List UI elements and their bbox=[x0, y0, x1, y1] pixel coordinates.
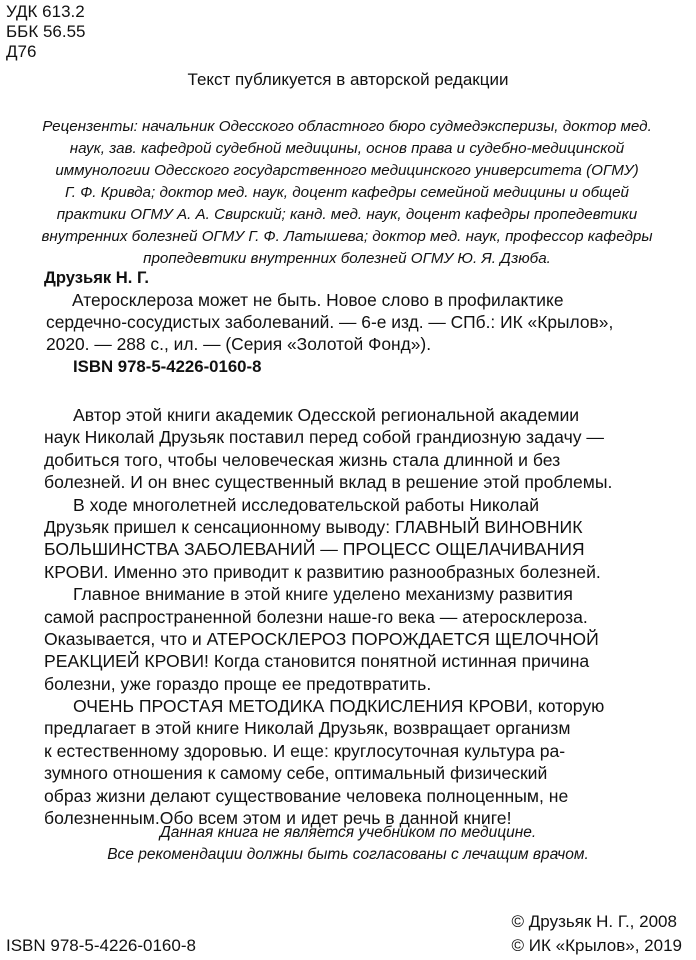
reviewers-line: наук, зав. кафедрой судебной медицины, основ права и судебно-медицинской bbox=[69, 140, 625, 157]
reviewers-line: пропедевтики внутренних болезней ОГМУ Ю. Я. Дзюба. bbox=[143, 250, 551, 267]
author-mark: Д76 bbox=[6, 42, 37, 61]
annotation-line: ОЧЕНЬ ПРОСТАЯ МЕТОДИКА ПОДКИСЛЕНИЯ КРОВИ, которую bbox=[73, 696, 605, 717]
annotation-line: к естественному здоровью. И еще: круглосуточная культура ра- bbox=[44, 740, 566, 761]
annotation-line: В ходе многолетней исследовательской работы Николай bbox=[73, 494, 540, 515]
annotation-line: добиться того, чтобы человеческая жизнь стала длинной и без bbox=[44, 449, 561, 470]
disclaimer-line: Все рекомендации должны быть согласованы с лечащим врачом. bbox=[107, 846, 589, 863]
annotation-line: РЕАКЦИЕЙ КРОВИ! Когда становится понятной истинная причина bbox=[44, 651, 590, 672]
reviewers-block bbox=[4, 116, 690, 270]
reviewers-line: Г. Ф. Кривда; доктор мед. наук, доцент кафедры семейной медицины и общей bbox=[65, 184, 629, 201]
bbk-code: ББК 56.55 bbox=[6, 22, 86, 41]
annotation-line: образ жизни делают существование человека полноценным, не bbox=[44, 785, 569, 806]
bibliography-line: 2020. — 288 с., ил. — (Серия «Золотой Фонд»). bbox=[46, 334, 432, 354]
bibliography-line: Атеросклероза может не быть. Новое слово в профилактике bbox=[72, 290, 564, 310]
editorial-note: Текст публикуется в авторской редакции bbox=[187, 70, 509, 89]
annotation-line: БОЛЬШИНСТВА ЗАБОЛЕВАНИЙ — ПРОЦЕСС ОЩЕЛАЧИВАНИЯ bbox=[44, 539, 585, 560]
classification-codes bbox=[6, 2, 85, 62]
annotation-line: Главное внимание в этой книге уделено механизму развития bbox=[73, 584, 573, 605]
annotation-line: КРОВИ. Именно это приводит к развитию разнообразных болезней. bbox=[44, 561, 601, 582]
annotation-line: болезней. И он внес существенный вклад в решение этой проблемы. bbox=[44, 472, 613, 493]
annotation-line: Автор этой книги академик Одесской региональной академии bbox=[73, 405, 580, 425]
udk-code: УДК 613.2 bbox=[6, 2, 85, 21]
disclaimer-line: Данная книга не является учебником по медицине. bbox=[159, 824, 537, 841]
reviewers-line: практики ОГМУ А. А. Свирский; канд. мед. наук, доцент кафедры пропедевтики bbox=[56, 206, 638, 223]
annotation-line: предлагает в этой книге Николай Друзьяк, возвращает организм bbox=[44, 718, 571, 739]
copyright-publisher: © ИК «Крылов», 2019 bbox=[511, 936, 682, 955]
annotation-line: зумного отношения к самому себе, оптимальный физический bbox=[44, 763, 548, 784]
isbn-main: ISBN 978-5-4226-0160-8 bbox=[73, 357, 262, 376]
reviewers-line: иммунологии Одесского государственного медицинского университета (ОГМУ) bbox=[55, 162, 639, 179]
annotation-line: наук Николай Друзьяк поставил перед собой грандиозную задачу — bbox=[44, 427, 605, 448]
bibliography-line: сердечно-сосудистых заболеваний. — 6-е изд. — СПб.: ИК «Крылов», bbox=[46, 312, 614, 332]
copyright-author: © Друзьяк Н. Г., 2008 bbox=[511, 912, 677, 931]
bibliography-description bbox=[44, 289, 684, 355]
copyright-block bbox=[512, 910, 682, 958]
annotation-line: Друзьяк пришел к сенсационному выводу: ГЛАВНЫЙ ВИНОВНИК bbox=[44, 516, 583, 537]
annotation-line: самой распространенной болезни наше-го века — атеросклероза. bbox=[44, 606, 588, 627]
bibliography-author: Друзьяк Н. Г. bbox=[44, 268, 149, 287]
annotation-line: Оказывается, что и АТЕРОСКЛЕРОЗ ПОРОЖДАЕТСЯ ЩЕЛОЧНОЙ bbox=[44, 628, 599, 649]
annotation bbox=[44, 404, 684, 829]
disclaimer bbox=[0, 822, 696, 866]
annotation-line: болезненным.Обо всем этом и идет речь в данной книге! bbox=[44, 808, 512, 829]
reviewers-line: Рецензенты: начальник Одесского областного бюро судмедэксперизы, доктор мед. bbox=[42, 118, 652, 135]
reviewers-line: внутренних болезней ОГМУ Г. Ф. Латышева; доктор мед. наук, профессор кафедры bbox=[41, 228, 653, 245]
annotation-line: болезни, уже гораздо проще ее предотвратить. bbox=[44, 673, 432, 694]
isbn-footer: ISBN 978-5-4226-0160-8 bbox=[6, 936, 196, 955]
